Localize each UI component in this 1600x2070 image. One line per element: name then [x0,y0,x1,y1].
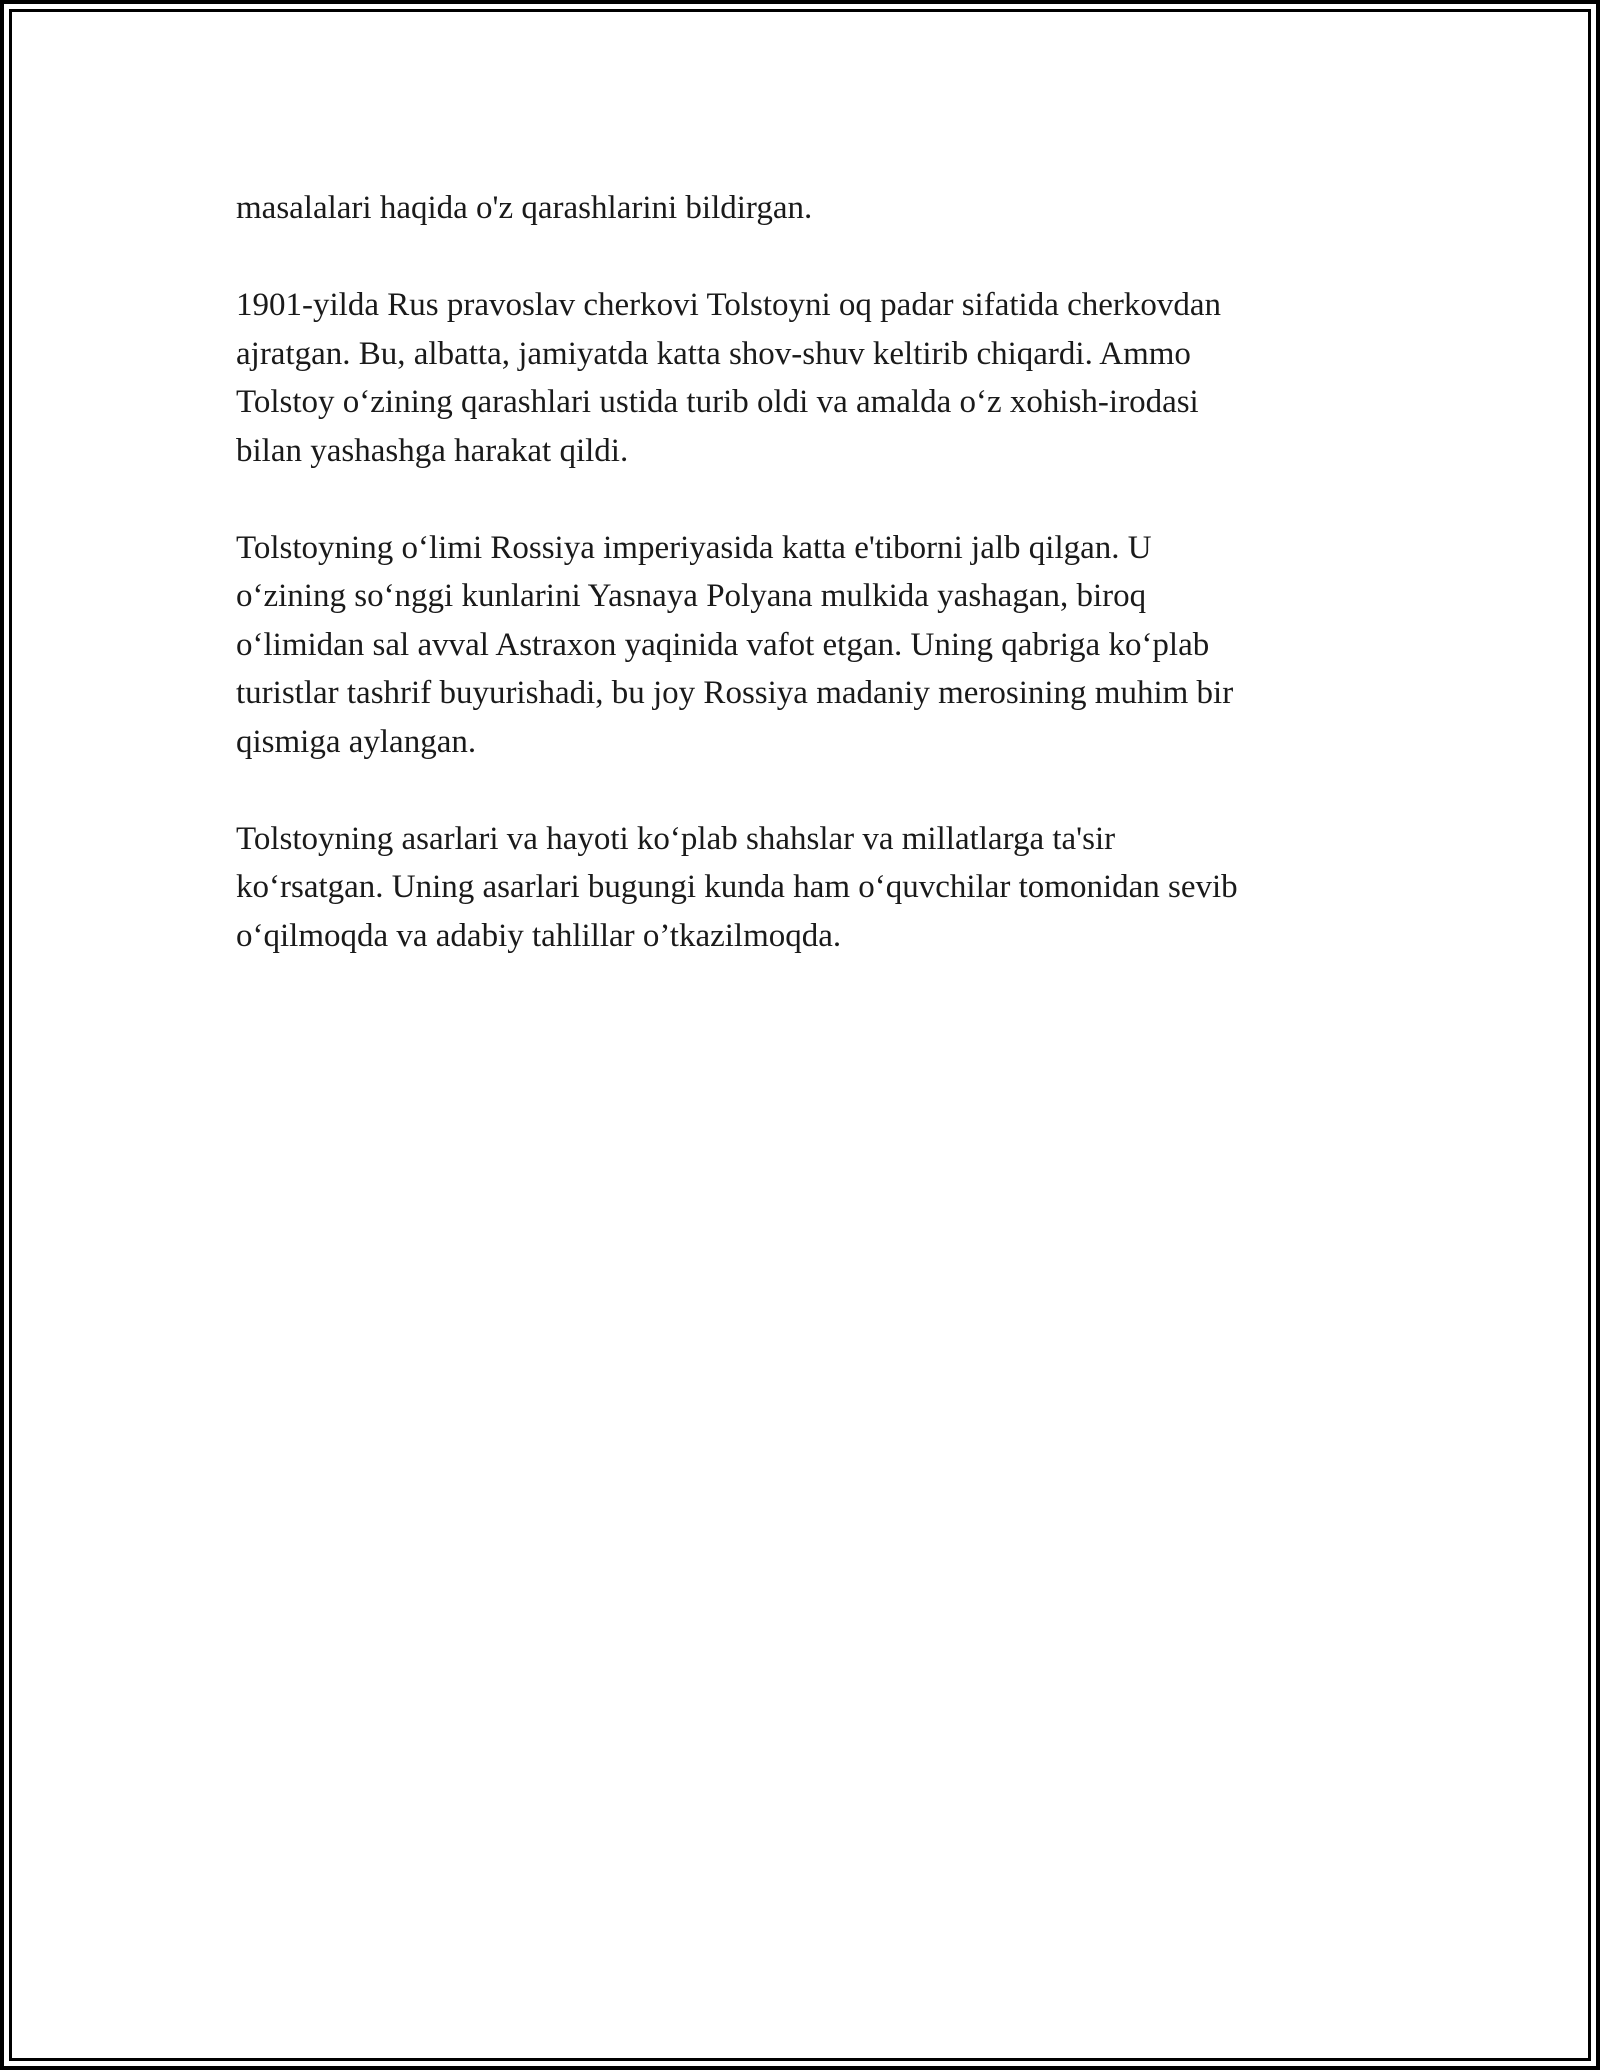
text-line: masalalari haqida o'z qarashlarini bildirgan. [236,190,813,226]
text-line: Tolstoyning oʻlimi Rossiya imperiyasida katta e'tiborni jalb qilgan. U [236,529,1152,566]
text-line: bilan yashashga harakat qildi. [236,432,629,469]
paragraph [236,524,1366,767]
text-line: ajratgan. Bu, albatta, jamiyatda katta shov-shuv keltirib chiqardi. Ammo [236,335,1191,372]
document-body [236,184,1366,1009]
text-line: koʻrsatgan. Uning asarlari bugungi kunda ham oʻquvchilar tomonidan sevib [236,869,1238,905]
text-line: Tolstoy oʻzining qarashlari ustida turib oldi va amalda oʻz xohish-irodasi [236,384,1199,420]
text-line: 1901-yilda Rus pravoslav cherkovi Tolstoyni oq padar sifatida cherkovdan [236,287,1222,323]
text-line: oʻqilmoqda va adabiy tahlillar o’tkazilmoqda. [236,917,842,954]
text-line: oʻlimidan sal avval Astraxon yaqinida vafot etgan. Uning qabriga koʻplab [236,626,1210,663]
text-line: Tolstoyning asarlari va hayoti koʻplab shahslar va millatlarga ta'sir [236,820,1116,857]
paragraph [236,815,1366,961]
text-line: turistlar tashrif buyurishadi, bu joy Rossiya madaniy merosining muhim bir [236,675,1234,711]
text-line: qismiga aylangan. [236,723,477,760]
paragraph [236,184,1366,233]
paragraph [236,281,1366,475]
text-line: oʻzining soʻnggi kunlarini Yasnaya Polyana mulkida yashagan, biroq [236,578,1147,614]
